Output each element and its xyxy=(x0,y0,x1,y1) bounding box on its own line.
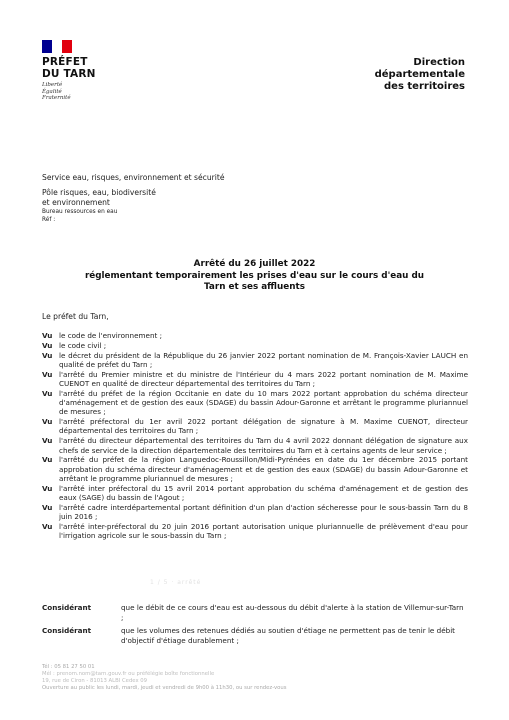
vu-item xyxy=(42,331,468,340)
service-name: Service eau, risques, environnement et sécurité xyxy=(42,173,225,182)
faded-page-mark: 1 / 5 · arrêté xyxy=(150,579,202,586)
vu-text: l'arrêté du directeur départemental des territoires du Tarn du 4 avril 2022 donnant délégation de signature aux chefs de service de la direction départementale des territoires du Tarn et à certains agents de leur service ; xyxy=(59,436,468,455)
considerant-text: que les volumes des retenues dédiés au soutien d'étiage ne permettent pas de tenir le débit d'objectif d'étiage durablement ; xyxy=(121,626,456,645)
greeting: Le préfet du Tarn, xyxy=(42,312,109,321)
vu-text: l'arrêté du préfet de la région Languedoc-Roussillon/Midi-Pyrénées en date du 1er décembre 2015 portant approbation du schéma directeur d'aménagement et de gestion des eaux (SDAGE) du bassin Adour-Garonne et arrêtant le programme pluriannuel de mesures ; xyxy=(59,455,468,483)
footer-address: 19, rue de Ciron - 81013 ALBI Cedex 09 xyxy=(42,678,148,684)
title-line1: Arrêté du 26 juillet 2022 xyxy=(193,259,316,269)
vu-item xyxy=(42,436,468,455)
motto-egalite: Égalité xyxy=(42,88,62,95)
bureau-name: Bureau ressources en eau xyxy=(42,209,118,215)
motto-liberte: Liberté xyxy=(42,82,63,88)
vu-keyword: Vu xyxy=(42,455,53,465)
vu-text: l'arrêté inter préfectoral du 15 avril 2014 portant approbation du schéma d'aménagement et de gestion des eaux (SAGE) du bassin de l'Agout ; xyxy=(59,483,468,503)
title-line3: Tarn et ses affluents xyxy=(204,282,305,292)
vu-keyword: Vu xyxy=(42,417,53,427)
direction-line2: départementale xyxy=(374,69,465,80)
vu-item xyxy=(42,417,468,436)
direction-line3: des territoires xyxy=(384,81,465,92)
footer-phone: Tél : 05 81 27 50 01 xyxy=(42,664,95,670)
considerant-keyword: Considérant xyxy=(42,603,92,612)
vu-item xyxy=(42,503,468,522)
footer-email: Mél : prenom.nom@tarn.gouv.fr ou préfélégie boîte fonctionnelle xyxy=(42,671,215,677)
vu-item xyxy=(42,484,468,503)
title-line2: réglementant temporairement les prises d'eau sur le cours d'eau du xyxy=(84,270,425,281)
considerant-text: que le débit de ce cours d'eau est au-dessous du débit d'alerte à la station de Villemur-sur-Tarn ; xyxy=(121,603,464,622)
vu-keyword: Vu xyxy=(42,369,53,379)
vu-keyword: Vu xyxy=(42,340,53,350)
direction-heading xyxy=(375,57,465,93)
considerant-item xyxy=(42,603,468,622)
flag-white xyxy=(52,40,62,53)
vu-list xyxy=(42,331,468,541)
considerant-list xyxy=(42,603,468,649)
vu-keyword: Vu xyxy=(42,521,53,531)
vu-text: le décret du président de la République du 26 janvier 2022 portant nomination de M. François-Xavier LAUCH en qualité de préfet du Tarn ; xyxy=(59,350,468,369)
vu-item xyxy=(42,341,468,350)
prefect-title-line1: PRÉFET xyxy=(42,56,88,68)
vu-keyword: Vu xyxy=(42,350,53,360)
prefecture-logo xyxy=(42,40,132,102)
considerant-keyword: Considérant xyxy=(42,626,92,635)
pole-name-line1: Pôle risques, eau, biodiversité xyxy=(42,188,156,197)
french-flag-icon xyxy=(42,40,72,53)
footer-opening-hours: Ouverture au public les lundi, mardi, jeudi et vendredi de 9h00 à 11h30, ou sur rendez-vous xyxy=(42,685,287,691)
contact-footer xyxy=(42,664,286,692)
vu-text: l'arrêté cadre interdépartemental portant définition d'un plan d'action sécheresse pour le sous-bassin Tarn du 8 juin 2016 ; xyxy=(59,502,468,522)
pole-name-line2: et environnement xyxy=(42,198,110,207)
vu-keyword: Vu xyxy=(42,331,53,340)
vu-keyword: Vu xyxy=(42,483,53,493)
prefect-title-line2: DU TARN xyxy=(42,67,96,80)
vu-item xyxy=(42,522,468,541)
vu-text: l'arrêté préfectoral du 1er avril 2022 portant délégation de signature à M. Maxime CUENOT, directeur départemental des territoires du Tarn ; xyxy=(59,417,468,436)
vu-keyword: Vu xyxy=(42,436,53,446)
motto-fraternite: Fraternité xyxy=(42,95,71,101)
direction-line1: Direction xyxy=(413,57,465,68)
republic-motto xyxy=(42,82,132,102)
vu-text: l'arrêté du préfet de la région Occitanie en date du 10 mars 2022 portant approbation du schéma directeur d'aménagement et de gestion des eaux (SDAGE) du bassin Adour-Garonne et arrêtant le programme pluriannuel de mesures ; xyxy=(59,388,468,417)
reference-label: Réf : xyxy=(42,217,56,223)
considerant-item xyxy=(42,626,468,645)
vu-item xyxy=(42,389,468,417)
vu-text: le code civil ; xyxy=(59,340,107,350)
vu-item xyxy=(42,351,468,370)
document-title xyxy=(60,259,449,294)
vu-item xyxy=(42,370,468,389)
flag-red xyxy=(62,40,72,53)
vu-text: le code de l'environnement ; xyxy=(59,331,163,340)
vu-item xyxy=(42,455,468,483)
vu-keyword: Vu xyxy=(42,502,53,512)
vu-text: l'arrêté inter-préfectoral du 20 juin 2016 portant autorisation unique pluriannuelle de prélèvement d'eau pour l'irrigation agricole sur le sous-bassin du Tarn ; xyxy=(59,521,468,541)
vu-text: l'arrêté du Premier ministre et du ministre de l'Intérieur du 4 mars 2022 portant nomination de M. Maxime CUENOT en qualité de directeur départemental des territoires du Tarn ; xyxy=(59,369,468,388)
service-block xyxy=(42,173,225,224)
vu-keyword: Vu xyxy=(42,388,53,398)
flag-blue xyxy=(42,40,52,53)
